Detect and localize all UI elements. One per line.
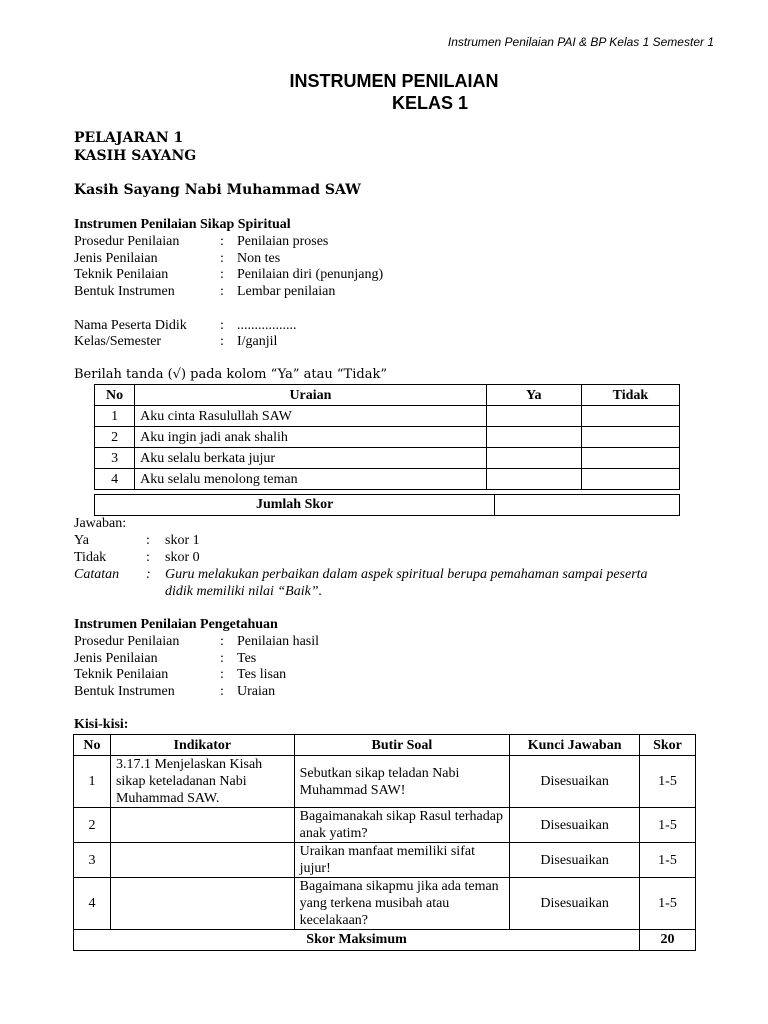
tidak-checkbox-cell[interactable] bbox=[581, 406, 679, 427]
total-score-row bbox=[95, 495, 680, 516]
col-header-ya: Ya bbox=[486, 385, 581, 406]
colon: : bbox=[220, 267, 224, 282]
table-row bbox=[74, 808, 696, 843]
spiritual-table bbox=[94, 384, 680, 490]
colon: : bbox=[220, 284, 224, 299]
class-semester-row bbox=[74, 333, 674, 350]
class-semester-value: I/ganjil bbox=[237, 334, 278, 349]
colon: : bbox=[146, 533, 150, 548]
tidak-checkbox-cell[interactable] bbox=[581, 469, 679, 490]
note-text bbox=[165, 566, 725, 600]
row-no: 2 bbox=[74, 808, 111, 843]
ya-checkbox-cell[interactable] bbox=[486, 427, 581, 448]
ya-checkbox-cell[interactable] bbox=[486, 406, 581, 427]
colon: : bbox=[220, 318, 224, 333]
table-row bbox=[74, 756, 696, 808]
field-label: Prosedur Penilaian bbox=[74, 234, 180, 249]
row-skor: 1-5 bbox=[640, 843, 696, 878]
ya-checkbox-cell[interactable] bbox=[486, 448, 581, 469]
knowledge-heading: Instrumen Penilaian Pengetahuan bbox=[74, 617, 278, 632]
student-name-row bbox=[74, 317, 674, 334]
field-row bbox=[74, 666, 674, 683]
field-value: Penilaian hasil bbox=[237, 634, 320, 649]
field-label: Teknik Penilaian bbox=[74, 267, 169, 282]
topic-heading: Kasih Sayang Nabi Muhammad SAW bbox=[74, 182, 361, 198]
row-no: 2 bbox=[95, 427, 135, 448]
note-row bbox=[74, 566, 714, 600]
student-name-value: ................. bbox=[237, 318, 297, 333]
max-score-table bbox=[73, 929, 696, 951]
field-label: Bentuk Instrumen bbox=[74, 284, 175, 299]
row-indikator bbox=[110, 808, 294, 843]
table-row bbox=[95, 448, 680, 469]
row-butir-soal: Uraikan manfaat memiliki sifat jujur! bbox=[294, 843, 510, 878]
field-label: Nama Peserta Didik bbox=[74, 318, 187, 333]
table-row bbox=[74, 843, 696, 878]
colon: : bbox=[220, 234, 224, 249]
field-value: Non tes bbox=[237, 251, 281, 266]
row-no: 3 bbox=[74, 843, 111, 878]
row-kunci-jawaban: Disesuaikan bbox=[510, 878, 640, 930]
field-value: Penilaian diri (penunjang) bbox=[237, 267, 384, 282]
tidak-checkbox-cell[interactable] bbox=[581, 427, 679, 448]
answer-value: skor 1 bbox=[165, 533, 200, 548]
table-row bbox=[74, 878, 696, 930]
field-row bbox=[74, 250, 674, 267]
row-skor: 1-5 bbox=[640, 808, 696, 843]
colon: : bbox=[220, 634, 224, 649]
field-row bbox=[74, 233, 674, 250]
running-header: Instrumen Penilaian PAI & BP Kelas 1 Semester 1 bbox=[447, 35, 714, 49]
colon: : bbox=[220, 334, 224, 349]
page-title: INSTRUMEN PENILAIAN bbox=[289, 71, 499, 91]
colon: : bbox=[146, 550, 150, 565]
kisi-table bbox=[73, 734, 696, 930]
answer-label: Tidak bbox=[74, 550, 107, 565]
row-kunci-jawaban: Disesuaikan bbox=[510, 843, 640, 878]
field-label: Kelas/Semester bbox=[74, 334, 162, 349]
field-value: Tes lisan bbox=[237, 667, 287, 682]
field-row bbox=[74, 650, 674, 667]
field-value: Tes bbox=[237, 651, 257, 666]
col-header-butir-soal: Butir Soal bbox=[294, 735, 510, 756]
col-header-no: No bbox=[95, 385, 135, 406]
table-row bbox=[95, 469, 680, 490]
tidak-checkbox-cell[interactable] bbox=[581, 448, 679, 469]
table-header-row bbox=[95, 385, 680, 406]
table-row bbox=[95, 427, 680, 448]
field-label: Jenis Penilaian bbox=[74, 651, 158, 666]
max-score-value: 20 bbox=[640, 930, 696, 951]
row-indikator bbox=[110, 878, 294, 930]
row-uraian: Aku selalu menolong teman bbox=[135, 469, 487, 490]
answer-tidak-row bbox=[74, 549, 714, 566]
col-header-kunci-jawaban: Kunci Jawaban bbox=[510, 735, 640, 756]
max-score-label: Skor Maksimum bbox=[74, 930, 640, 951]
row-no: 1 bbox=[95, 406, 135, 427]
ya-checkbox-cell[interactable] bbox=[486, 469, 581, 490]
row-butir-soal: Bagaimana sikapmu jika ada teman yang terkena musibah atau kecelakaan? bbox=[294, 878, 510, 930]
field-label: Jenis Penilaian bbox=[74, 251, 158, 266]
table-row bbox=[95, 406, 680, 427]
lesson-name: KASIH SAYANG bbox=[74, 148, 197, 164]
field-value: Lembar penilaian bbox=[237, 284, 336, 299]
total-score-label: Jumlah Skor bbox=[95, 495, 495, 516]
colon: : bbox=[220, 667, 224, 682]
row-uraian: Aku selalu berkata jujur bbox=[135, 448, 487, 469]
field-row bbox=[74, 283, 674, 300]
row-kunci-jawaban: Disesuaikan bbox=[510, 808, 640, 843]
field-row bbox=[74, 683, 674, 700]
kisi-heading: Kisi-kisi: bbox=[74, 717, 129, 732]
max-score-row bbox=[74, 930, 696, 951]
row-indikator bbox=[110, 843, 294, 878]
colon: : bbox=[220, 684, 224, 699]
row-uraian: Aku ingin jadi anak shalih bbox=[135, 427, 487, 448]
row-no: 3 bbox=[95, 448, 135, 469]
field-row bbox=[74, 633, 674, 650]
answer-label: Ya bbox=[74, 533, 89, 548]
row-skor: 1-5 bbox=[640, 878, 696, 930]
field-value: Uraian bbox=[237, 684, 276, 699]
row-no: 4 bbox=[95, 469, 135, 490]
colon: : bbox=[146, 567, 151, 582]
note-label: Catatan bbox=[74, 567, 120, 582]
page-subtitle: KELAS 1 bbox=[391, 93, 469, 113]
row-no: 1 bbox=[74, 756, 111, 808]
field-label: Teknik Penilaian bbox=[74, 667, 169, 682]
answer-ya-row bbox=[74, 532, 714, 549]
row-kunci-jawaban: Disesuaikan bbox=[510, 756, 640, 808]
total-score-value[interactable] bbox=[495, 495, 680, 516]
col-header-tidak: Tidak bbox=[581, 385, 679, 406]
col-header-indikator: Indikator bbox=[110, 735, 294, 756]
row-skor: 1-5 bbox=[640, 756, 696, 808]
colon: : bbox=[220, 651, 224, 666]
table-header-row bbox=[74, 735, 696, 756]
spiritual-heading: Instrumen Penilaian Sikap Spiritual bbox=[74, 217, 291, 232]
row-no: 4 bbox=[74, 878, 111, 930]
field-value: Penilaian proses bbox=[237, 234, 329, 249]
col-header-no: No bbox=[74, 735, 111, 756]
row-indikator: 3.17.1 Menjelaskan Kisah sikap keteladanan Nabi Muhammad SAW. bbox=[110, 756, 294, 808]
col-header-uraian: Uraian bbox=[135, 385, 487, 406]
note-line: Guru melakukan perbaikan dalam aspek spiritual berupa pemahaman sampai peserta bbox=[165, 567, 648, 582]
lesson-number: PELAJARAN 1 bbox=[74, 130, 184, 146]
answers-heading: Jawaban: bbox=[74, 516, 127, 531]
field-label: Prosedur Penilaian bbox=[74, 634, 180, 649]
row-butir-soal: Sebutkan sikap teladan Nabi Muhammad SAW! bbox=[294, 756, 510, 808]
field-row bbox=[74, 266, 674, 283]
field-label: Bentuk Instrumen bbox=[74, 684, 175, 699]
row-uraian: Aku cinta Rasulullah SAW bbox=[135, 406, 487, 427]
col-header-skor: Skor bbox=[640, 735, 696, 756]
colon: : bbox=[220, 251, 224, 266]
instruction-text: Berilah tanda (√) pada kolom “Ya” atau “Tidak” bbox=[74, 367, 387, 382]
answer-value: skor 0 bbox=[165, 550, 200, 565]
note-line: didik memiliki nilai “Baik”. bbox=[165, 584, 323, 599]
row-butir-soal: Bagaimanakah sikap Rasul terhadap anak yatim? bbox=[294, 808, 510, 843]
total-score-table bbox=[94, 494, 680, 516]
